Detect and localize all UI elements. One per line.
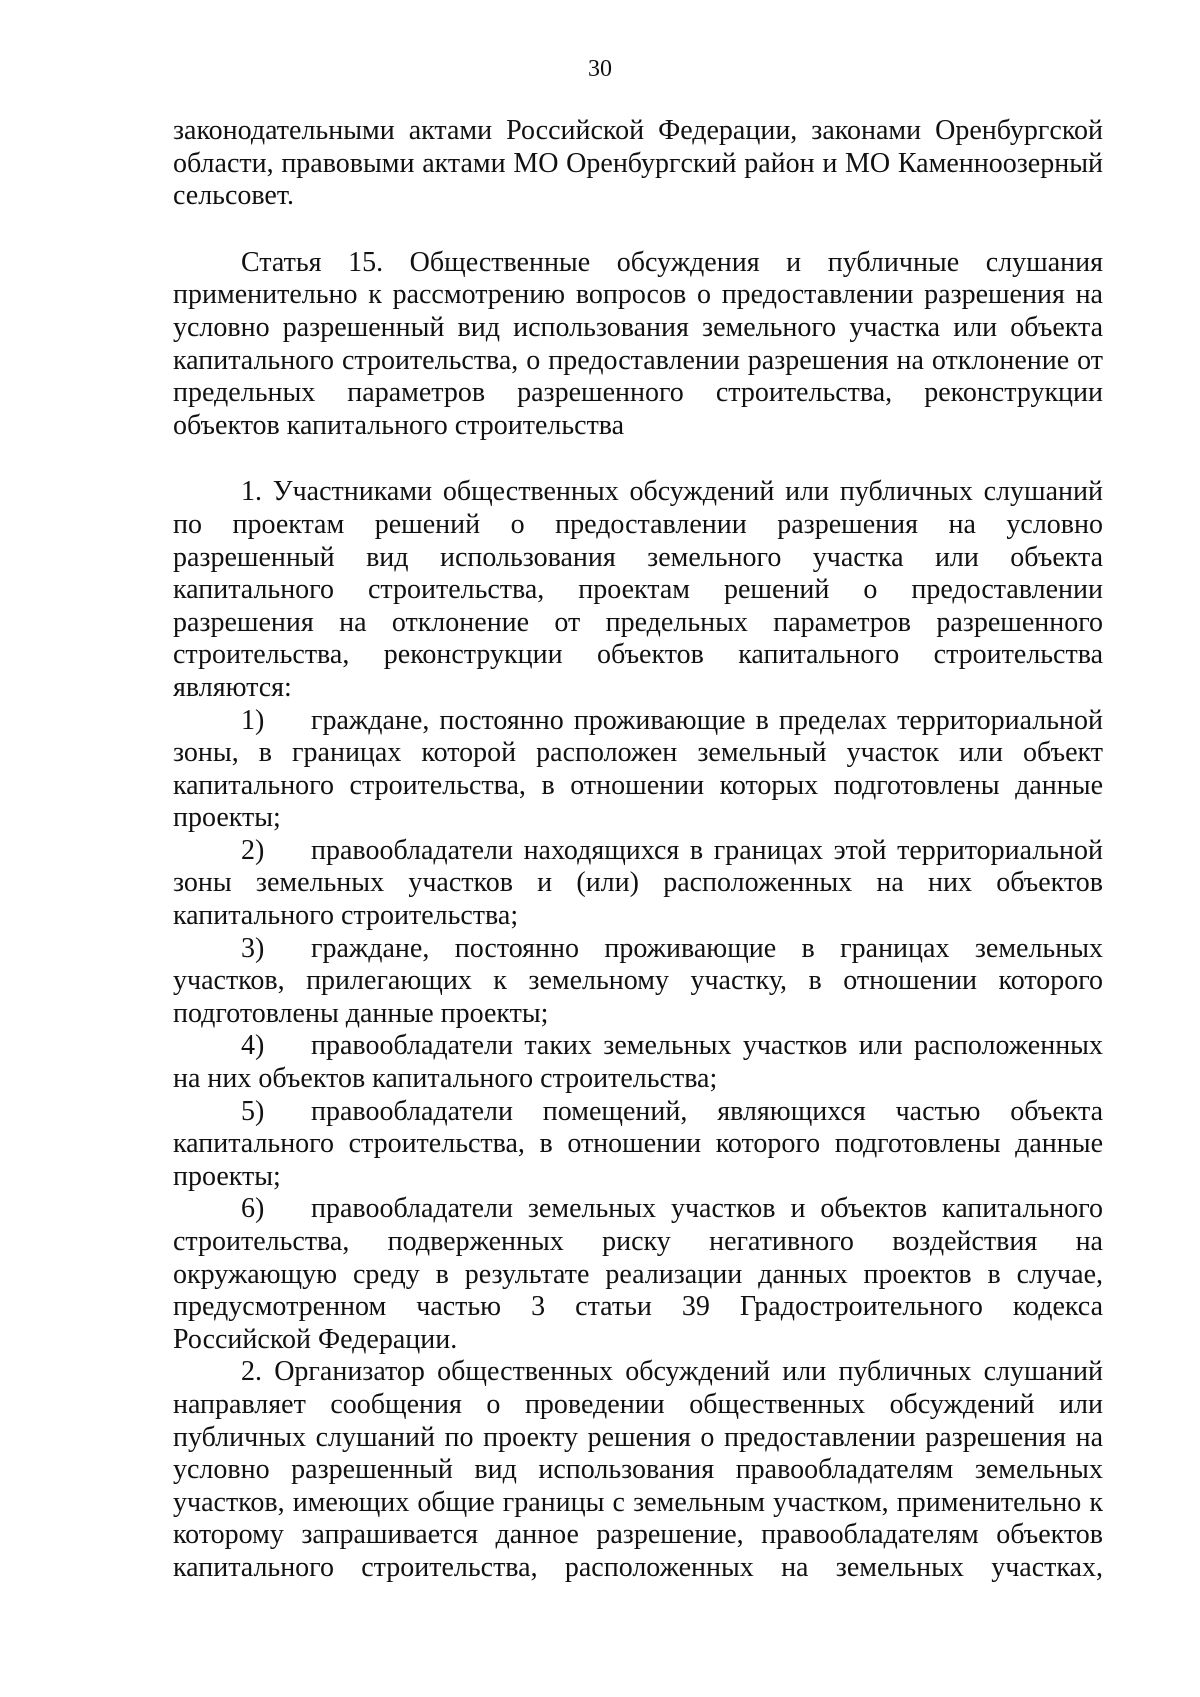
subitem-number: 6): [241, 1193, 265, 1225]
subitem-4: [173, 1030, 1103, 1095]
subitem-text: правообладатели таких земельных участков или расположенных на них объектов капитального строительства;: [173, 1030, 1103, 1095]
subitem-number: 2): [241, 834, 265, 866]
subitem-number: 4): [241, 1030, 265, 1062]
subitem-2: [173, 835, 1103, 933]
intro-paragraph: законодательными актами Российской Федерации, законами Оренбургской области, правовыми актами МО Оренбургский район и МО Каменноозерный сельсовет.: [173, 115, 1103, 212]
subitem-number: 1): [241, 704, 265, 736]
subitem-3: [173, 933, 1103, 1031]
subitem-5: [173, 1096, 1103, 1194]
subitem-text: правообладатели находящихся в границах этой территориальной зоны земельных участков и (или) расположенных на них объектов капитального строительства;: [173, 834, 1103, 932]
subitem-number: 3): [241, 932, 265, 964]
subitem-number: 5): [241, 1095, 265, 1127]
document-body: [173, 115, 1103, 1585]
subitem-1: [173, 705, 1103, 835]
point-2: 2. Организатор общественных обсуждений или публичных слушаний направляет сообщения о проведении общественных обсуждений или публичных слушаний по проекту решения о предоставлении разрешения на условно разрешенный вид использования правообладателям земельных участков, имеющих общие границы с земельным участком, применительно к которому запрашивается данное разрешение, правообладателям объектов капитального строительства, расположенных на земельных участках,: [173, 1356, 1103, 1583]
page-number: 30: [588, 56, 612, 82]
subitem-text: граждане, постоянно проживающие в границах земельных участков, прилегающих к земельному участку, в отношении которого подготовлены данные проекты;: [173, 932, 1103, 1029]
article-title: Статья 15. Общественные обсуждения и публичные слушания применительно к рассмотрению вопросов о предоставлении разрешения на условно разрешенный вид использования земельного участка или объекта капитального строительства, о предоставлении разрешения на отклонение от предельных параметров разрешенного строительства, реконструкции объектов капитального строительства: [173, 246, 1103, 441]
subitem-6: [173, 1193, 1103, 1356]
subitem-text: правообладатели земельных участков и объектов капитального строительства, подверженных риску негативного воздействия на окружающую среду в результате реализации данных проектов в случае, предусмотренном частью 3 статьи 39 Градостроительного кодекса Российской Федерации.: [173, 1193, 1103, 1355]
subitem-text: граждане, постоянно проживающие в пределах территориальной зоны, в границах которой расположен земельный участок или объект капитального строительства, в отношении которых подготовлены данные проекты;: [173, 704, 1103, 834]
point-1: 1. Участниками общественных обсуждений или публичных слушаний по проектам решений о предоставлении разрешения на условно разрешенный вид использования земельного участка или объекта капитального строительства, проектам решений о предоставлении разрешения на отклонение от предельных параметров разрешенного строительства, реконструкции объектов капитального строительства являются:: [173, 476, 1103, 703]
subitem-text: правообладатели помещений, являющихся частью объекта капитального строительства, в отношении которого подготовлены данные проекты;: [173, 1095, 1103, 1192]
